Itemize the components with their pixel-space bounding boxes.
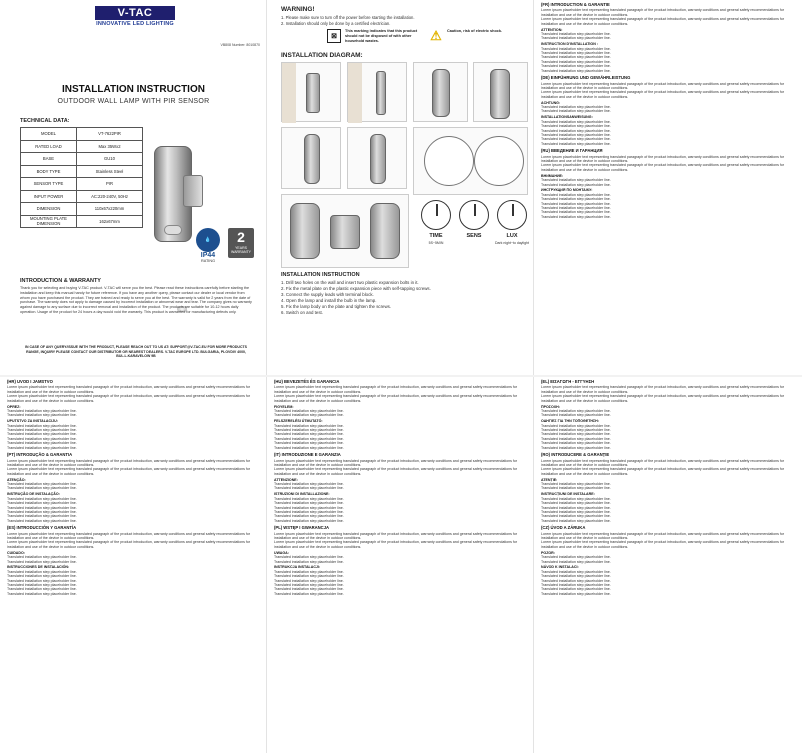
lang-heading: (PT) INTRODUÇÃO & GARANTIA [7, 452, 73, 458]
lang-install-step: Translated installation step placeholder line. [541, 583, 611, 588]
lang-install-step: Translated installation step placeholder line. [541, 509, 611, 514]
lang-attention-heading: UWAGA: [274, 550, 289, 555]
installation-step: 5. Fix the lamp body on the plate and tighten the screws. [281, 304, 392, 309]
lang-section-es [0, 526, 266, 596]
brand-tagline: INNOVATIVE LED LIGHTING [96, 21, 174, 27]
lang-intro-body: Lorem ipsum placeholder text representing translated paragraph of the product introduction, warranty conditions and general safety recommendations for installation and use of the device in outdoor conditions. [541, 17, 785, 26]
lang-attention-item: Translated installation step placeholder line. [274, 413, 344, 418]
lang-install-step: Translated installation step placeholder line. [274, 505, 344, 510]
lang-section-hu [267, 380, 533, 450]
tech-data-table [20, 127, 143, 228]
spec-key: BASE [21, 153, 77, 166]
lang-heading: (CZ) ÚVOD A ZÁRUKA [541, 525, 586, 531]
lang-install-step: Translated installation step placeholder line. [541, 432, 611, 437]
warning-item: 1. Please make sure to turn off the power before starting the installation. [281, 15, 415, 20]
time-range: 5S~5MIN [428, 241, 444, 245]
time-dial-icon [421, 200, 451, 230]
lang-section-it [267, 453, 533, 523]
lang-heading: (HU) BEVEZETÉS ÉS GARANCIA [274, 379, 340, 384]
lang-attention-item: Translated installation step placeholder line. [7, 559, 77, 564]
lang-attention-heading: ATTENTION: [541, 27, 563, 32]
lang-attention-heading: ACHTUNG: [541, 100, 561, 105]
lang-install-step: Translated installation step placeholder line. [541, 68, 611, 73]
lang-intro-body: Lorem ipsum placeholder text representing translated paragraph of the product introduction, warranty conditions and general safety recommendations for installation and use of the device in outdoor conditions. [7, 385, 251, 394]
lang-section-fr [534, 3, 802, 73]
spec-key: MOUNTING PLATE DIMENSION [21, 215, 77, 228]
lang-intro-body: Lorem ipsum placeholder text representing translated paragraph of the product introduction, warranty conditions and general safety recommendations for installation and use of the device in outdoor conditions. [274, 385, 518, 394]
lang-install-heading: INSTALLATIONSANWEISUNG: [541, 115, 593, 120]
disposal-icon: ⊠ [327, 29, 341, 43]
lang-attention-heading: ВНИМАНИЕ: [541, 173, 564, 178]
spec-value: PIR [77, 178, 143, 191]
lang-section-gr [534, 380, 802, 450]
spec-key: RATED LOAD [21, 140, 77, 153]
lang-install-step: Translated installation step placeholder line. [274, 591, 344, 596]
lang-attention-item: Translated installation step placeholder line. [541, 36, 611, 41]
pir-housing [164, 225, 182, 235]
lang-install-step: Translated installation step placeholder line. [541, 441, 611, 446]
lang-install-step: Translated installation step placeholder line. [7, 591, 77, 596]
lang-install-step: Translated installation step placeholder line. [7, 432, 77, 437]
lang-install-step: Translated installation step placeholder line. [274, 587, 344, 592]
tech-data-heading: TECHNICAL DATA: [20, 118, 70, 124]
diagram-step-2 [347, 62, 407, 122]
lang-install-step: Translated installation step placeholder line. [274, 518, 344, 523]
lang-section-hr [0, 380, 266, 450]
lang-install-step: Translated installation step placeholder line. [541, 505, 611, 510]
lang-attention-heading: CUIDADO: [7, 550, 25, 555]
page-title: INSTALLATION INSTRUCTION [62, 84, 205, 95]
lang-install-step: Translated installation step placeholder line. [541, 124, 611, 129]
lang-install-step: Translated installation step placeholder line. [7, 514, 77, 519]
sens-dial-icon [459, 200, 489, 230]
lang-install-step: Translated installation step placeholder line. [541, 445, 611, 450]
sku-number: VB808 Number: 8010870 [220, 43, 260, 47]
lang-install-step: Translated installation step placeholder line. [541, 591, 611, 596]
lang-section-pl [267, 526, 533, 596]
lang-intro-body: Lorem ipsum placeholder text representing translated paragraph of the product introduction, warranty conditions and general safety recommendations for installation and use of the device in outdoor conditions. [541, 154, 785, 163]
lang-intro-body: Lorem ipsum placeholder text representing translated paragraph of the product introduction, warranty conditions and general safety recommendations for installation and use of the device in outdoor conditions. [541, 394, 785, 403]
lang-heading: (FR) INTRODUCTION & GARANTIE [541, 2, 610, 7]
lang-install-step: Translated installation step placeholder line. [7, 505, 77, 510]
lang-attention-item: Translated installation step placeholder line. [541, 178, 611, 183]
lang-panel-gr-ro-cz [534, 377, 802, 753]
time-label: TIME [429, 233, 443, 239]
spec-key: DIMENSION [21, 203, 77, 216]
lang-heading: (EL) ΕΙΣΑΓΩΓΗ - ΕΓΓΥΗΣΗ [541, 379, 595, 384]
lang-intro-body: Lorem ipsum placeholder text representing translated paragraph of the product introduction, warranty conditions and general safety recommendations for installation and use of the device in outdoor conditions. [274, 540, 518, 549]
lang-attention-item: Translated installation step placeholder line. [274, 408, 344, 413]
lang-install-step: Translated installation step placeholder line. [274, 501, 344, 506]
lang-intro-body: Lorem ipsum placeholder text representing translated paragraph of the product introduction, warranty conditions and general safety recommendations for installation and use of the device in outdoor conditions. [541, 163, 785, 172]
spec-value: GU10 [77, 153, 143, 166]
lang-install-step: Translated installation step placeholder line. [7, 509, 77, 514]
lang-install-step: Translated installation step placeholder line. [541, 51, 611, 56]
lang-install-step: Translated installation step placeholder line. [541, 46, 611, 51]
lang-attention-item: Translated installation step placeholder line. [541, 31, 611, 36]
warning-diagram-panel [267, 0, 534, 375]
spec-value: 110x67x220mm [77, 203, 143, 216]
ip-rating-label: RATING [200, 259, 216, 263]
lang-heading: (HR) UVOD I JAMSTVO [7, 379, 53, 384]
lang-install-step: Translated installation step placeholder line. [7, 428, 77, 433]
lang-install-step: Translated installation step placeholder line. [274, 496, 344, 501]
lang-install-step: Translated installation step placeholder line. [274, 583, 344, 588]
spec-key: SENSOR TYPE [21, 178, 77, 191]
lang-section-cz [534, 526, 802, 596]
lang-install-step: Translated installation step placeholder line. [274, 514, 344, 519]
mounting-plate [183, 175, 203, 207]
lang-install-step: Translated installation step placeholder line. [541, 496, 611, 501]
spec-row [21, 128, 143, 141]
lang-install-step: Translated installation step placeholder line. [274, 428, 344, 433]
lang-attention-item: Translated installation step placeholder line. [541, 486, 611, 491]
warning-list [281, 15, 526, 26]
spec-value: Stainless Steel [77, 165, 143, 178]
lang-attention-item: Translated installation step placeholder line. [541, 109, 611, 114]
brand-logo [95, 6, 175, 27]
spec-row [21, 203, 143, 216]
lang-attention-item: Translated installation step placeholder line. [274, 559, 344, 564]
lang-intro-body: Lorem ipsum placeholder text representing translated paragraph of the product introduction, warranty conditions and general safety recommendations for installation and use of the device in outdoor conditions. [541, 467, 785, 476]
support-notice: IN CASE OF ANY QUERY/ISSUE WITH THE PRODUCT, PLEASE REACH OUT TO US AT: SUPPORT@V-TAC.EU FOR MORE PRODUCTS RANGE, INQUIRY PLEASE CONTACT OUR DISTRIBUTOR OR NEAREST DEALERS. V-TAC EUROPE LTD. BULGARIA, PLOVDIV 4000, BUL.L.KARAVELOW 9B [25, 345, 247, 359]
lang-install-step: Translated installation step placeholder line. [541, 141, 611, 146]
lang-intro-body: Lorem ipsum placeholder text representing translated paragraph of the product introduction, warranty conditions and general safety recommendations for installation and use of the device in outdoor conditions. [541, 90, 785, 99]
lang-install-step: Translated installation step placeholder line. [274, 445, 344, 450]
intro-heading: INTRODUCTION & WARRANTY [20, 278, 101, 284]
lang-attention-item: Translated installation step placeholder line. [541, 408, 611, 413]
lang-section-ro [534, 453, 802, 523]
lang-install-step: Translated installation step placeholder line. [541, 214, 611, 219]
lang-intro-body: Lorem ipsum placeholder text representing translated paragraph of the product introduction, warranty conditions and general safety recommendations for installation and use of the device in outdoor conditions. [7, 458, 251, 467]
lang-intro-body: Lorem ipsum placeholder text representing translated paragraph of the product introduction, warranty conditions and general safety recommendations for installation and use of the device in outdoor conditions. [541, 8, 785, 17]
lang-install-step: Translated installation step placeholder line. [7, 436, 77, 441]
lang-install-step: Translated installation step placeholder line. [541, 59, 611, 64]
lang-section-ru [534, 149, 802, 219]
lang-install-step: Translated installation step placeholder line. [541, 192, 611, 197]
installation-step: 1. Drill two holes on the wall and insert two plastic expansion bolts in it. [281, 280, 419, 285]
lang-install-step: Translated installation step placeholder line. [541, 128, 611, 133]
installation-steps [281, 280, 526, 316]
lang-install-heading: ΟΔΗΓΙΕΣ ΓΙΑ ΤΗΝ ΤΟΠΟΘΕΤΗΣΗ: [541, 419, 599, 424]
spec-row [21, 190, 143, 203]
lang-intro-body: Lorem ipsum placeholder text representing translated paragraph of the product introduction, warranty conditions and general safety recommendations for installation and use of the device in outdoor conditions. [7, 531, 251, 540]
warranty-badge [228, 228, 254, 258]
lang-panel-fr-de-ru [534, 0, 802, 375]
lang-install-step: Translated installation step placeholder line. [274, 436, 344, 441]
lang-attention-heading: ATENÇÃO: [7, 477, 26, 482]
lang-install-step: Translated installation step placeholder line. [541, 423, 611, 428]
disposal-text: This marking indicates that this product should not be disposed of with other household wastes. [345, 29, 418, 43]
lang-install-heading: FELSZERELÉSI ÚTMUTATÓ: [274, 419, 323, 424]
diagram-heading: INSTALLATION DIAGRAM: [281, 52, 363, 59]
installation-step: 2. Fix the metal plate on the plastic expansion piece with self-tapping screws. [281, 286, 431, 291]
lang-attention-item: Translated installation step placeholder line. [541, 482, 611, 487]
lang-intro-body: Lorem ipsum placeholder text representing translated paragraph of the product introduction, warranty conditions and general safety recommendations for installation and use of the device in outdoor conditions. [541, 531, 785, 540]
lang-install-step: Translated installation step placeholder line. [541, 574, 611, 579]
lang-intro-body: Lorem ipsum placeholder text representing translated paragraph of the product introduction, warranty conditions and general safety recommendations for installation and use of the device in outdoor conditions. [274, 531, 518, 540]
warranty-text: YEARS WARRANTY [231, 246, 251, 254]
lang-heading: (ES) INTRODUCCIÓN Y GARANTÍA [7, 525, 77, 531]
lang-attention-heading: ΠΡΟΣΟΧΗ: [541, 404, 560, 409]
lang-install-step: Translated installation step placeholder line. [541, 137, 611, 142]
lang-attention-heading: FIGYELEM: [274, 404, 294, 409]
lang-attention-heading: OPREZ: [7, 404, 21, 409]
installation-heading: INSTALLATION INSTRUCTION [281, 272, 360, 278]
lang-install-heading: UPUTSTVO ZA INSTALACIJU: [7, 419, 58, 424]
lux-range: Dark night~to daylight [495, 241, 529, 245]
spec-row [21, 140, 143, 153]
lang-install-step: Translated installation step placeholder line. [274, 509, 344, 514]
spec-row [21, 165, 143, 178]
lang-install-step: Translated installation step placeholder line. [7, 587, 77, 592]
lang-install-step: Translated installation step placeholder line. [541, 64, 611, 69]
lang-attention-item: Translated installation step placeholder line. [274, 486, 344, 491]
lang-intro-body: Lorem ipsum placeholder text representing translated paragraph of the product introduction, warranty conditions and general safety recommendations for installation and use of the device in outdoor conditions. [541, 81, 785, 90]
installation-step: 4. Open the lamp and install the bulb in the lamp. [281, 298, 377, 303]
lang-intro-body: Lorem ipsum placeholder text representing translated paragraph of the product introduction, warranty conditions and general safety recommendations for installation and use of the device in outdoor conditions. [274, 458, 518, 467]
lang-install-heading: INSTRUKCJA INSTALACJI: [274, 565, 321, 570]
diagram-step-6 [347, 127, 407, 189]
lang-intro-body: Lorem ipsum placeholder text representing translated paragraph of the product introduction, warranty conditions and general safety recommendations for installation and use of the device in outdoor conditions. [274, 467, 518, 476]
lang-install-step: Translated installation step placeholder line. [541, 501, 611, 506]
lang-attention-item: Translated installation step placeholder line. [7, 413, 77, 418]
lang-install-step: Translated installation step placeholder line. [274, 423, 344, 428]
lang-install-step: Translated installation step placeholder line. [7, 501, 77, 506]
spec-value: AC:220-240V, 50Hz [77, 190, 143, 203]
spec-value: Max 35Wx2 [77, 140, 143, 153]
ip44-badge [193, 228, 223, 263]
lang-section-pt [0, 453, 266, 523]
lux-label: LUX [506, 233, 518, 239]
lang-install-step: Translated installation step placeholder line. [7, 423, 77, 428]
diagram-detection-range [413, 127, 528, 195]
lang-attention-item: Translated installation step placeholder line. [541, 182, 611, 187]
lang-install-step: Translated installation step placeholder line. [541, 132, 611, 137]
lang-install-step: Translated installation step placeholder line. [7, 574, 77, 579]
brand-name: V-TAC [95, 6, 175, 20]
lang-attention-item: Translated installation step placeholder line. [541, 413, 611, 418]
lang-install-heading: INSTRUCTION D'INSTALLATION : [541, 42, 599, 47]
lang-heading: (RU) ВВЕДЕНИЕ И ГАРАНЦИЯ [541, 148, 603, 154]
lang-install-step: Translated installation step placeholder line. [541, 206, 611, 211]
cover-panel [0, 0, 267, 375]
lang-section-de [534, 76, 802, 146]
lang-install-step: Translated installation step placeholder line. [274, 441, 344, 446]
lang-install-heading: ИНСТРУКЦИЯ ПО МОНТАЖУ: [541, 188, 593, 193]
shock-text: Caution, risk of electric shock. [447, 29, 503, 33]
lang-attention-item: Translated installation step placeholder line. [274, 482, 344, 487]
lang-install-step: Translated installation step placeholder line. [274, 569, 344, 574]
spec-key: MODEL [21, 128, 77, 141]
warning-heading: WARNING! [281, 6, 315, 13]
lang-intro-body: Lorem ipsum placeholder text representing translated paragraph of the product introduction, warranty conditions and general safety recommendations for installation and use of the device in outdoor conditions. [7, 467, 251, 476]
diagram-step-4 [473, 62, 528, 122]
lang-install-heading: INSTRUCCIONES DE INSTALACIÓN: [7, 565, 70, 570]
lang-intro-body: Lorem ipsum placeholder text representing translated paragraph of the product introduction, warranty conditions and general safety recommendations for installation and use of the device in outdoor conditions. [7, 394, 251, 403]
lang-attention-item: Translated installation step placeholder line. [7, 486, 77, 491]
spec-row [21, 215, 143, 228]
lang-heading: (DE) EINFÜHRUNG UND GEWÄHRLEISTUNG [541, 75, 631, 81]
spec-key: BODY TYPE [21, 165, 77, 178]
lang-attention-heading: ATENȚIE: [541, 477, 558, 482]
product-image [154, 146, 192, 242]
lang-heading: (IT) INTRODUZIONE E GARANZIA [274, 452, 341, 458]
lang-attention-item: Translated installation step placeholder line. [541, 105, 611, 110]
lang-install-step: Translated installation step placeholder line. [541, 201, 611, 206]
spec-value: VT-7622PIR [77, 128, 143, 141]
diagram-wiring [281, 194, 409, 268]
lang-install-step: Translated installation step placeholder line. [7, 496, 77, 501]
lang-attention-item: Translated installation step placeholder line. [274, 555, 344, 560]
lang-install-step: Translated installation step placeholder line. [541, 210, 611, 215]
lang-attention-item: Translated installation step placeholder line. [7, 482, 77, 487]
lang-install-step: Translated installation step placeholder line. [274, 432, 344, 437]
warning-item: 2. Installation should only be done by a certified electrician. [281, 20, 391, 26]
lang-install-step: Translated installation step placeholder line. [7, 518, 77, 523]
lang-install-step: Translated installation step placeholder line. [541, 587, 611, 592]
lang-attention-heading: POZOR: [541, 550, 555, 555]
lang-intro-body: Lorem ipsum placeholder text representing translated paragraph of the product introduction, warranty conditions and general safety recommendations for installation and use of the device in outdoor conditions. [7, 540, 251, 549]
lang-install-step: Translated installation step placeholder line. [541, 197, 611, 202]
spec-row [21, 178, 143, 191]
lang-install-step: Translated installation step placeholder line. [7, 445, 77, 450]
lang-install-step: Translated installation step placeholder line. [541, 514, 611, 519]
lang-intro-body: Lorem ipsum placeholder text representing translated paragraph of the product introduction, warranty conditions and general safety recommendations for installation and use of the device in outdoor conditions. [274, 394, 518, 403]
lang-install-step: Translated installation step placeholder line. [274, 578, 344, 583]
lang-install-step: Translated installation step placeholder line. [7, 569, 77, 574]
lang-intro-body: Lorem ipsum placeholder text representing translated paragraph of the product introduction, warranty conditions and general safety recommendations for installation and use of the device in outdoor conditions. [541, 385, 785, 394]
lang-attention-item: Translated installation step placeholder line. [7, 408, 77, 413]
ip-water-icon: 💧 [196, 228, 220, 252]
spec-value: 162x67mm [77, 215, 143, 228]
lang-install-heading: INSTRUÇÃO DE INSTALAÇÃO: [7, 492, 60, 497]
lang-attention-item: Translated installation step placeholder line. [541, 555, 611, 560]
lang-attention-heading: ATTENZIONE: [274, 477, 298, 482]
lux-dial-icon [497, 200, 527, 230]
warranty-years: 2 [237, 229, 245, 245]
lang-install-heading: ISTRUZIONI DI INSTALLAZIONE: [274, 492, 330, 497]
diagram-step-3 [413, 62, 468, 122]
lang-install-step: Translated installation step placeholder line. [274, 574, 344, 579]
lang-install-step: Translated installation step placeholder line. [541, 518, 611, 523]
lang-install-step: Translated installation step placeholder line. [541, 119, 611, 124]
lang-install-step: Translated installation step placeholder line. [541, 569, 611, 574]
lang-install-step: Translated installation step placeholder line. [541, 428, 611, 433]
lang-install-step: Translated installation step placeholder line. [7, 441, 77, 446]
diagram-step-1 [281, 62, 341, 122]
lang-attention-item: Translated installation step placeholder line. [7, 555, 77, 560]
lang-install-step: Translated installation step placeholder line. [541, 578, 611, 583]
installation-step: 6. Switch on and test. [281, 310, 323, 315]
lang-attention-item: Translated installation step placeholder line. [541, 559, 611, 564]
sensor-controls [417, 200, 532, 245]
lang-install-step: Translated installation step placeholder line. [541, 436, 611, 441]
lang-install-step: Translated installation step placeholder line. [541, 55, 611, 60]
lang-heading: (RO) INTRODUCERE & GARANȚIE [541, 452, 610, 458]
diagram-step-5 [281, 127, 341, 189]
lang-heading: (PL) WSTĘP I GWARANCJA [274, 525, 330, 531]
page-subtitle: OUTDOOR WALL LAMP WITH PIR SENSOR [57, 98, 210, 105]
intro-body: Thank you for selecting and buying V-TAC product. V-TAC will serve you the best. Please read these instructions carefully before starting the installation and keep this manual handy for future reference. If you have any another query, please contact our dealer or local vendor from whom you have purchased the product. They are trained and ready to serve you at the best. The warranty is valid for 2 years from the date of purchase. The warranty does not apply to damage caused by incorrect installation or abnormal wear and tear. The company gives no warranty against damage to any surface due to incorrect removal and installation of the product. The products are suitable for 10-12 hours daily operation. Usage of the product for 24 hours a day would void the warranty. This product is warranted for manufacturing defects only. [20, 286, 252, 314]
lang-install-heading: NÁVOD K INSTALACI: [541, 565, 579, 570]
lang-panel-hr-pt-es [0, 377, 267, 753]
spec-row [21, 153, 143, 166]
lang-intro-body: Lorem ipsum placeholder text representing translated paragraph of the product introduction, warranty conditions and general safety recommendations for installation and use of the device in outdoor conditions. [541, 458, 785, 467]
lang-install-heading: INSTRUCȚIUNI DE INSTALARE: [541, 492, 595, 497]
spec-key: INPUT POWER [21, 190, 77, 203]
lang-install-step: Translated installation step placeholder line. [7, 583, 77, 588]
lang-intro-body: Lorem ipsum placeholder text representing translated paragraph of the product introduction, warranty conditions and general safety recommendations for installation and use of the device in outdoor conditions. [541, 540, 785, 549]
electric-shock-icon: ⚠ [430, 28, 442, 43]
lang-install-step: Translated installation step placeholder line. [7, 578, 77, 583]
ip-rating-value: IP44 [200, 252, 216, 259]
sens-label: SENS [466, 233, 482, 239]
installation-step: 3. Connect the supply leads with terminal block. [281, 292, 374, 297]
lang-panel-hu-it-pl [267, 377, 534, 753]
